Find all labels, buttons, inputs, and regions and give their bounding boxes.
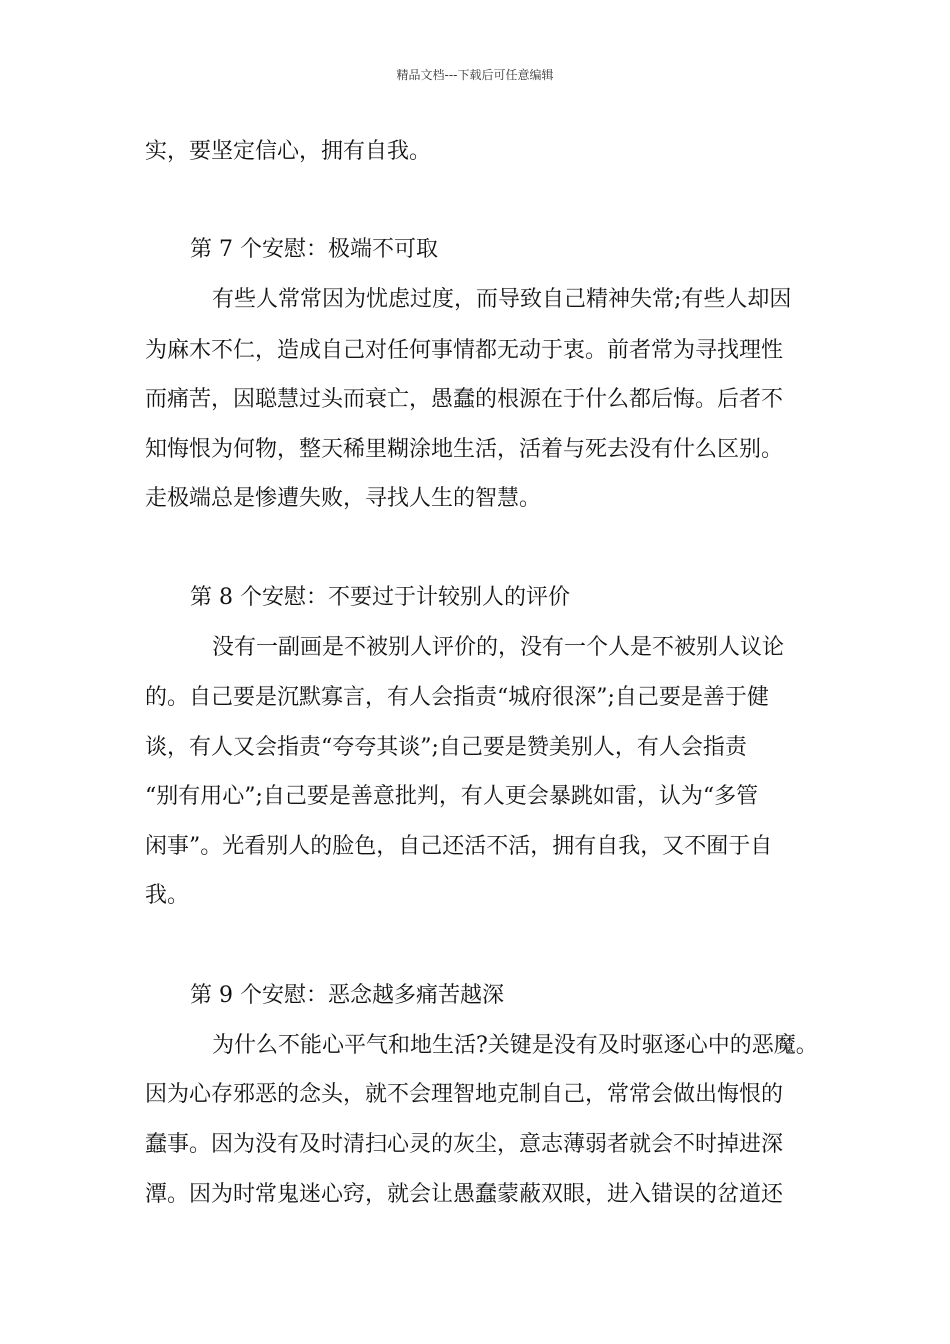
paragraph-line: 潭。因为时常鬼迷心窍，就会让愚蠢蒙蔽双眼，进入错误的岔道还 <box>145 1182 784 1207</box>
paragraph-line: 知悔恨为何物，整天稀里糊涂地生活，活着与死去没有什么区别。 <box>145 437 784 462</box>
paragraph-line: 因为心存邪恶的念头，就不会理智地克制自己，常常会做出悔恨的 <box>145 1082 784 1107</box>
section-heading: 第 9 个安慰：恶念越多痛苦越深 <box>190 983 504 1008</box>
page-header: 精品文档---下载后可任意编辑 <box>396 68 554 82</box>
paragraph-line: 谈，有人又会指责“夸夸其谈”;自己要是赞美别人，有人会指责 <box>145 735 747 760</box>
paragraph-line: 走极端总是惨遭失败，寻找人生的智慧。 <box>145 486 542 511</box>
paragraph-line: 为麻木不仁，造成自己对任何事情都无动于衷。前者常为寻找理性 <box>145 338 784 363</box>
paragraph-line: 没有一副画是不被别人评价的，没有一个人是不被别人议论 <box>212 635 785 660</box>
paragraph-line: “别有用心”;自己要是善意批判，有人更会暴跳如雷，认为“多管 <box>145 784 759 809</box>
paragraph-line: 的。自己要是沉默寡言，有人会指责“城府很深”;自己要是善于健 <box>145 685 769 710</box>
paragraph-line: 而痛苦，因聪慧过头而衰亡，愚蠢的根源在于什么都后悔。后者不 <box>145 387 784 412</box>
intro-line: 实，要坚定信心，拥有自我。 <box>145 139 432 164</box>
paragraph-line: 为什么不能心平气和地生活?关键是没有及时驱逐心中的恶魔。 <box>212 1033 818 1058</box>
paragraph-line: 我。 <box>145 883 190 908</box>
section-heading: 第 8 个安慰：不要过于计较别人的评价 <box>190 585 570 610</box>
paragraph-line: 蠢事。因为没有及时清扫心灵的灰尘，意志薄弱者就会不时掉进深 <box>145 1132 784 1157</box>
section-heading: 第 7 个安慰：极端不可取 <box>190 237 438 262</box>
paragraph-line: 有些人常常因为忧虑过度，而导致自己精神失常;有些人却因 <box>212 287 792 312</box>
paragraph-line: 闲事”。光看别人的脸色，自己还活不活，拥有自我，又不囿于自 <box>145 834 773 859</box>
